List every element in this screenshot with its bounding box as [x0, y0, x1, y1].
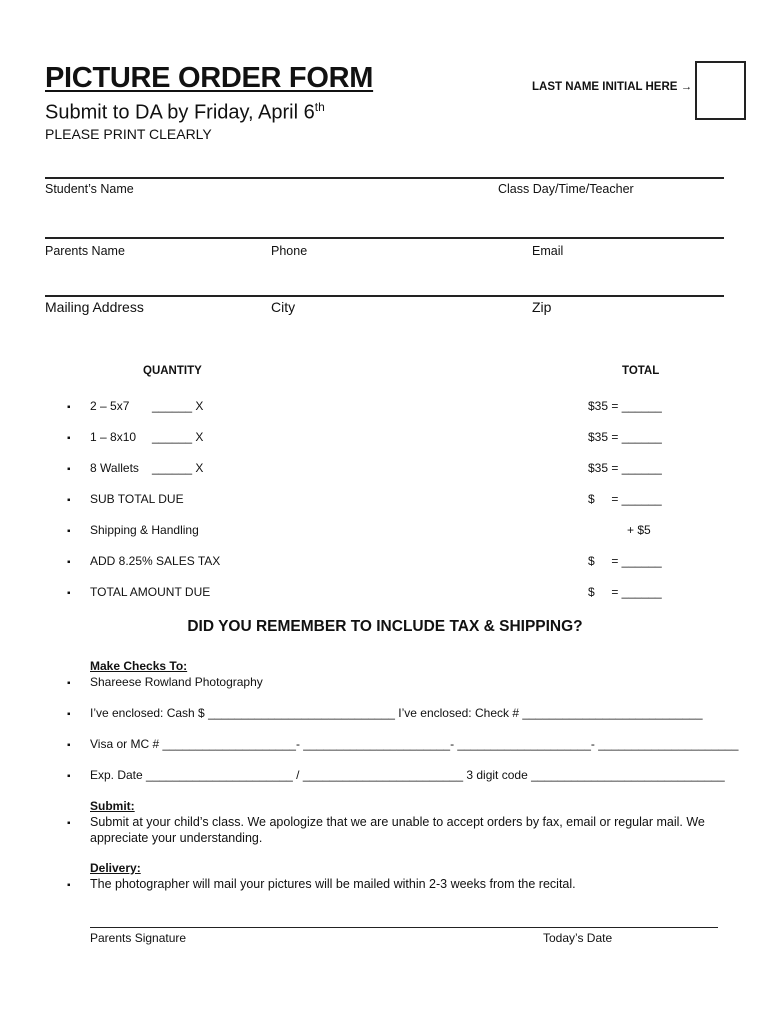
student-name-label: Student’s Name — [45, 182, 134, 196]
submit-text: Submit at your child’s class. We apologize that we are unable to accept orders by fax, email or regular mail. We appreciate your understanding. — [90, 815, 705, 845]
order-row-label: 1 – 8x10 — [90, 430, 137, 444]
exp-date-line[interactable]: Exp. Date ______________________ / ________________________ 3 digit code _____________________________ — [90, 768, 725, 782]
bullet: ▪ — [67, 433, 71, 444]
rule-address — [45, 295, 724, 297]
order-row-total[interactable]: + $5 — [627, 523, 651, 537]
order-row-total[interactable]: $ = ______ — [588, 492, 662, 506]
order-row-total[interactable]: $35 = ______ — [588, 399, 662, 413]
bullet: ▪ — [67, 740, 71, 751]
parents-signature-label: Parents Signature — [90, 931, 187, 945]
rule-student — [45, 177, 724, 179]
initial-box[interactable] — [695, 61, 746, 120]
order-row-total[interactable]: $35 = ______ — [588, 430, 662, 444]
order-row-quantity[interactable]: ______ X — [152, 399, 204, 413]
subtitle-superscript: th — [314, 100, 325, 114]
todays-date-label: Today’s Date — [543, 931, 613, 945]
bullet: ▪ — [67, 464, 71, 475]
bullet: ▪ — [67, 771, 71, 782]
subtitle-text: Submit to DA by Friday, April 6 — [45, 101, 315, 124]
submit-heading: Submit: — [90, 799, 135, 813]
order-row-label: 8 Wallets — [90, 461, 139, 475]
total-header: TOTAL — [622, 365, 660, 377]
order-row-label: SUB TOTAL DUE — [90, 492, 184, 506]
order-row-total[interactable]: $35 = ______ — [588, 461, 662, 475]
quantity-header: QUANTITY — [143, 365, 202, 377]
order-row-total[interactable]: $ = ______ — [588, 585, 662, 599]
initial-label: LAST NAME INITIAL HERE → — [532, 81, 693, 93]
zip-label: Zip — [532, 299, 552, 315]
card-number-line[interactable]: Visa or MC # ____________________- ______________________- ____________________- _____________________ — [90, 737, 739, 751]
bullet: ▪ — [67, 557, 71, 568]
bullet: ▪ — [67, 402, 71, 413]
email-label: Email — [532, 244, 564, 258]
order-row-total[interactable]: $ = ______ — [588, 554, 662, 568]
bullet: ▪ — [67, 818, 71, 829]
order-row-label: Shipping & Handling — [90, 523, 199, 537]
rule-parents — [45, 237, 724, 239]
delivery-heading: Delivery: — [90, 861, 141, 875]
class-info-label: Class Day/Time/Teacher — [498, 182, 634, 196]
checks-heading: Make Checks To: — [90, 659, 188, 673]
bullet: ▪ — [67, 526, 71, 537]
city-label: City — [271, 299, 296, 315]
bullet: ▪ — [67, 678, 71, 689]
order-row-quantity[interactable]: ______ X — [152, 430, 204, 444]
bullet: ▪ — [67, 709, 71, 720]
mailing-address-label: Mailing Address — [45, 299, 144, 315]
cash-check-line[interactable]: I’ve enclosed: Cash $ ____________________________ I’ve enclosed: Check # ___________________________ — [90, 706, 703, 720]
bullet: ▪ — [67, 880, 71, 891]
order-row-label: TOTAL AMOUNT DUE — [90, 585, 211, 599]
order-row-quantity[interactable]: ______ X — [152, 461, 204, 475]
form-subtitle — [45, 100, 325, 125]
order-row-label: ADD 8.25% SALES TAX — [90, 554, 221, 568]
print-instruction: PLEASE PRINT CLEARLY — [45, 126, 212, 142]
phone-label: Phone — [271, 244, 308, 258]
reminder-heading: DID YOU REMEMBER TO INCLUDE TAX & SHIPPING? — [187, 618, 583, 635]
bullet: ▪ — [67, 495, 71, 506]
signature-line[interactable] — [90, 927, 718, 928]
order-row-label: 2 – 5x7 — [90, 399, 130, 413]
form-title: PICTURE ORDER FORM — [45, 62, 374, 94]
payee-name: Shareese Rowland Photography — [90, 675, 263, 689]
delivery-text: The photographer will mail your pictures will be mailed within 2-3 weeks from the recital. — [90, 877, 576, 891]
bullet: ▪ — [67, 588, 71, 599]
parents-name-label: Parents Name — [45, 244, 125, 258]
